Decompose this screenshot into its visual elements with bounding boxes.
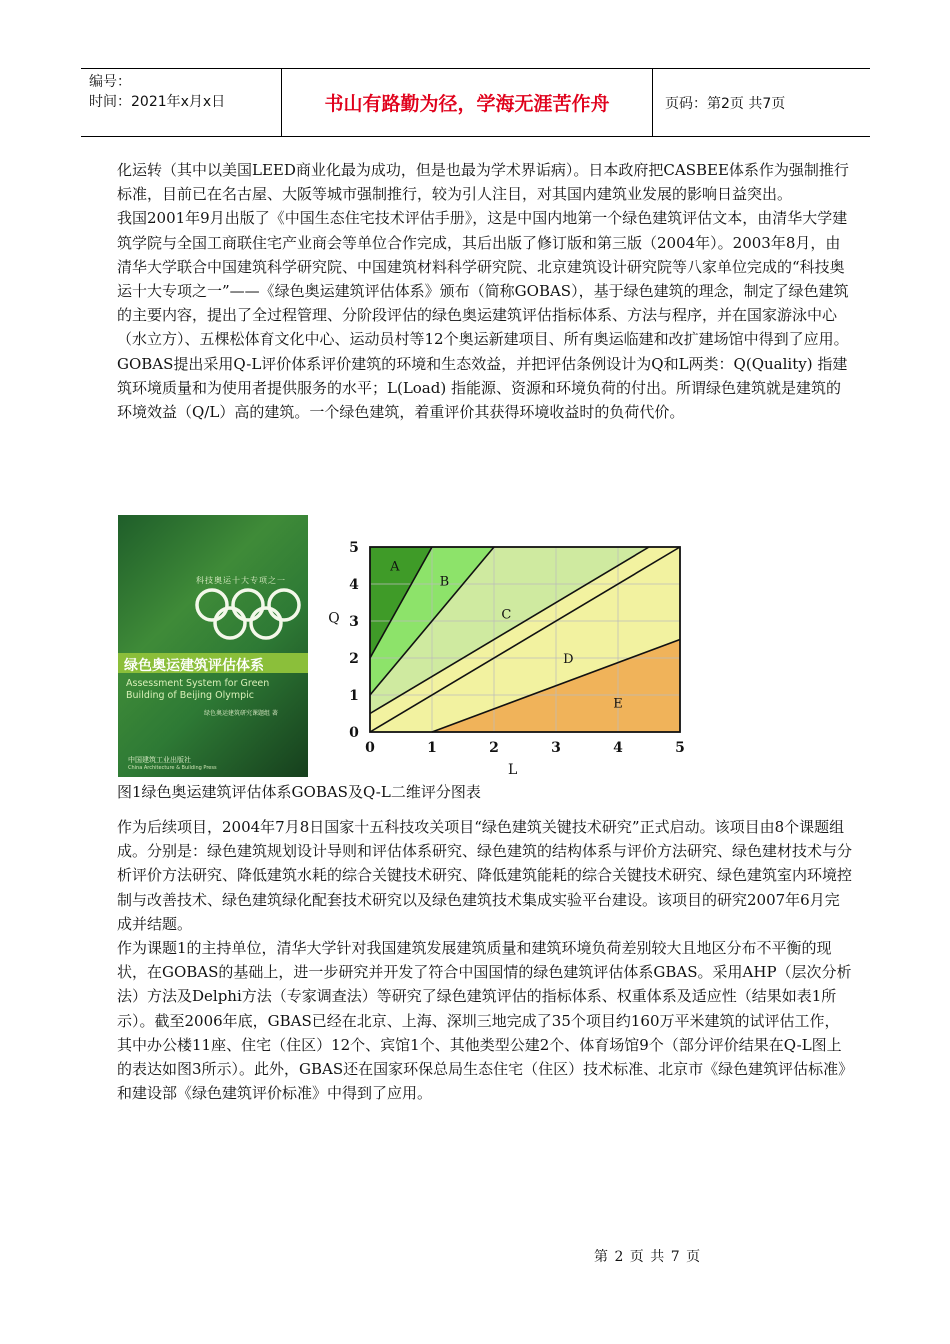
- y-tick-label: 2: [349, 651, 359, 667]
- olympic-rings-icon: [194, 587, 304, 647]
- body-text-top: [117, 158, 852, 424]
- cover-title: 绿色奥运建筑评估体系: [124, 658, 264, 674]
- ql-evaluation-chart: [320, 530, 700, 780]
- y-tick-label: 3: [349, 614, 359, 630]
- region-label: E: [613, 696, 623, 712]
- header-meta: [81, 69, 282, 136]
- document-number-label: 编号：: [89, 74, 131, 90]
- header-motto: 书山有路勤为径，学海无涯苦作舟: [282, 69, 653, 136]
- body-text-bottom: [117, 815, 852, 1105]
- paragraph: 作为课题1的主持单位，清华大学针对我国建筑发展建筑质量和建筑环境负荷差别较大且地区分布不平衡的现状，在GOBAS的基础上，进一步研究并开发了符合中国国情的绿色建筑评估体系GBAS。采用AHP（层次分析法）方法及Delphi方法（专家调查法）等研究了绿色建筑评估的指标体系、权重体系及适应性（结果如表1所示）。截至2006年底，GBAS已经在北京、上海、深圳三地完成了35个项目约160万平米建筑的试评估工作，其中办公楼11座、住宅（住区）12个、宾馆1个、其他类型公建2个、体育场馆9个（部分评价结果在Q-L图上的表达如图3所示）。此外，GBAS还在国家环保总局生态住宅（住区）技术标准、北京市《绿色建筑评估标准》和建设部《绿色建筑评价标准》中得到了应用。: [117, 939, 852, 1103]
- x-tick-label: 1: [427, 740, 437, 756]
- cover-subtitle-line1: Assessment System for Green: [126, 678, 270, 689]
- cover-publisher-en: China Architecture & Building Press: [128, 765, 217, 771]
- y-tick-label: 0: [349, 725, 359, 741]
- cover-top-line: 科技奥运十大专项之一: [196, 576, 286, 585]
- book-cover-image: [118, 515, 308, 777]
- x-tick-label: 2: [489, 740, 499, 756]
- y-tick-label: 5: [349, 540, 359, 556]
- y-tick-label: 4: [349, 577, 359, 593]
- y-axis-label: Q: [328, 610, 340, 627]
- figure-caption: 图1绿色奥运建筑评估体系GOBAS及Q-L二维评分图表: [117, 783, 481, 801]
- page-footer: 第 2 页 共 7 页: [594, 1249, 702, 1265]
- paragraph: 化运转（其中以美国LEED商业化最为成功，但是也最为学术界诟病）。日本政府把CASBEE体系作为强制推行标准，目前已在名古屋、大阪等城市强制推行，较为引人注目，对其国内建筑业发展的影响日益突出。: [117, 161, 849, 204]
- x-tick-label: 0: [365, 740, 375, 756]
- cover-publisher: 中国建筑工业出版社: [128, 756, 191, 764]
- x-axis-label: L: [507, 762, 518, 778]
- page-header: [81, 68, 870, 137]
- region-label: B: [439, 574, 450, 590]
- paragraph: 作为后续项目，2004年7月8日国家十五科技攻关项目“绿色建筑关键技术研究”正式启动。该项目由8个课题组成。分别是：绿色建筑规划设计导则和评估体系研究、绿色建筑的结构体系与评价方法研究、绿色建材技术与分析评价方法研究、降低建筑水耗的综合关键技术研究、降低建筑能耗的综合关键技术研究、绿色建筑室内环境控制与改善技术、绿色建筑绿化配套技术研究以及绿色建筑技术集成实验平台建设。该项目的研究2007年6月完成并结题。: [117, 818, 853, 933]
- document-time-label: 时间：2021年x月x日: [89, 94, 226, 110]
- region-label: D: [563, 652, 574, 667]
- paragraph: 我国2001年9月出版了《中国生态住宅技术评估手册》，这是中国内地第一个绿色建筑评估文本，由清华大学建筑学院与全国工商联住宅产业商会等单位合作完成，其后出版了修订版和第三版（2004年）。2003年8月，由清华大学联合中国建筑科学研究院、中国建筑材料科学研究院、北京建筑设计研究院等八家单位完成的“科技奥运十大专项之一”——《绿色奥运建筑评估体系》颁布（简称GOBAS），基于绿色建筑的理念，制定了绿色建筑的主要内容，提出了全过程管理、分阶段评估的绿色奥运建筑评估指标体系、方法与程序，并在国家游泳中心（水立方）、五棵松体育文化中心、运动员村等12个奥运新建项目、所有奥运临建和改扩建场馆中得到了应用。: [117, 209, 849, 349]
- x-tick-label: 3: [551, 740, 561, 756]
- x-tick-label: 4: [613, 740, 623, 756]
- header-page-number: 页码：第2页 共7页: [665, 95, 786, 112]
- cover-author: 绿色奥运建筑研究课题组 著: [204, 710, 278, 717]
- x-tick-label: 5: [675, 740, 685, 756]
- y-tick-label: 1: [349, 688, 359, 704]
- region-label: C: [501, 607, 512, 623]
- paragraph: GOBAS提出采用Q-L评价体系评价建筑的环境和生态效益，并把评估条例设计为Q和L两类：Q(Quality) 指建筑环境质量和为使用者提供服务的水平；L(Load) 指能源、资源和环境负荷的付出。所谓绿色建筑就是建筑的环境效益（Q/L）高的建筑。一个绿色建筑，着重评价其获得环境收益时的负荷代价。: [117, 354, 848, 422]
- region-label: A: [390, 559, 400, 575]
- cover-subtitle-line2: Building of Beijing Olympic: [126, 690, 254, 701]
